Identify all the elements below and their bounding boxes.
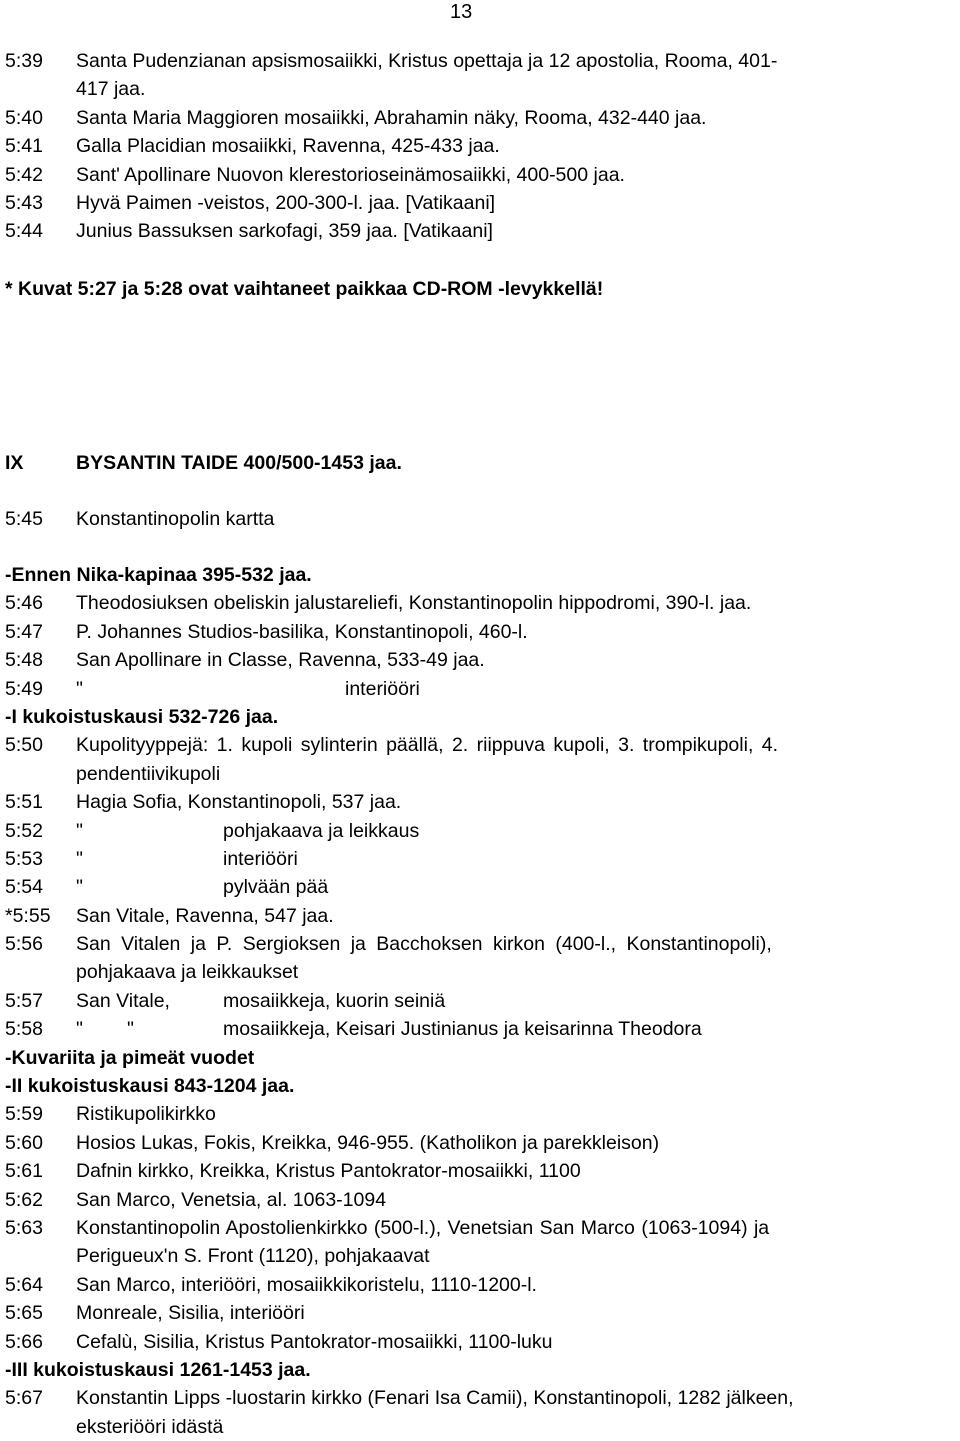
item-number: 5:40 [5, 106, 43, 129]
item-text: San Vitale, [76, 989, 170, 1012]
item-text: Ristikupolikirkko [76, 1103, 216, 1126]
item-text: pohjakaava ja leikkaus [223, 819, 420, 842]
note: * Kuvat 5:27 ja 5:28 ovat vaihtaneet paikkaa CD-ROM -levykkellä! [5, 278, 604, 300]
item-text: San Apollinare in Classe, Ravenna, 533-49 jaa. [76, 649, 485, 672]
item-number: 5:53 [5, 847, 43, 870]
list-item [5, 161, 958, 189]
list-item [5, 217, 958, 245]
list-item [5, 817, 958, 845]
item-text: Konstantinopolin kartta [76, 508, 275, 530]
list-item [5, 505, 958, 533]
list-item [5, 132, 958, 160]
item-text-continued: Perigueux'n S. Front (1120), pohjakaavat [76, 1245, 430, 1268]
item-text: interiööri [345, 677, 420, 700]
item-number: *5:55 [5, 904, 51, 927]
item-text: Konstantin Lipps -luostarin kirkko (Fenari Isa Camii), Konstantinopoli, 1282 jälkeen, [76, 1387, 794, 1410]
item-text: P. Johannes Studios-basilika, Konstantinopoli, 460-l. [76, 620, 528, 643]
item-number: 5:46 [5, 592, 43, 615]
item-text: Santa Maria Maggioren mosaiikki, Abrahamin näky, Rooma, 432-440 jaa. [76, 106, 707, 129]
list-item-continuation [5, 75, 958, 103]
item-text: San Marco, interiööri, mosaiikkikoristelu, 1110-1200-l. [76, 1273, 537, 1296]
item-text: San Vitale, Ravenna, 547 jaa. [76, 904, 334, 927]
list-item [5, 902, 958, 930]
item-number: 5:60 [5, 1131, 43, 1154]
list-item-continuation [5, 958, 958, 986]
item-text: Cefalù, Sisilia, Kristus Pantokrator-mosaiikki, 1100-luku [76, 1330, 553, 1353]
item-text-continued: pohjakaava ja leikkaukset [76, 961, 299, 984]
list-item [5, 1384, 958, 1412]
list-item [5, 1299, 958, 1327]
item-text-continued: 417 jaa. [76, 78, 146, 101]
item-number: 5:58 [5, 1018, 43, 1041]
item-number: 5:64 [5, 1273, 43, 1296]
ditto-mark: " [76, 677, 83, 700]
item-number: 5:67 [5, 1387, 43, 1410]
chapter-title: BYSANTIN TAIDE 400/500-1453 jaa. [76, 452, 402, 474]
section-heading: -Ennen Nika-kapinaa 395-532 jaa. [5, 564, 312, 586]
item-number: 5:41 [5, 135, 43, 158]
item-text: pylvään pää [223, 876, 329, 899]
ditto-mark: " [127, 1018, 134, 1041]
item-text: Junius Bassuksen sarkofagi, 359 jaa. [Vatikaani] [76, 220, 493, 243]
item-text: Kupolityyppejä: 1. kupoli sylinterin päällä, 2. riippuva kupoli, 3. trompikupoli, 4. [76, 734, 779, 757]
list-item [5, 189, 958, 217]
item-number: 5:57 [5, 989, 43, 1012]
list-item [5, 1214, 958, 1242]
list-item-continuation [5, 760, 958, 788]
item-number: 5:47 [5, 620, 43, 643]
item-text: Hagia Sofia, Konstantinopoli, 537 jaa. [76, 791, 402, 814]
list-item [5, 47, 958, 75]
list-item [5, 1129, 958, 1157]
list-item [5, 1271, 958, 1299]
top-list [5, 47, 958, 246]
item-number: 5:42 [5, 163, 43, 186]
item-number: 5:56 [5, 933, 43, 956]
main-list [5, 561, 958, 1441]
item-text: Theodosiuksen obeliskin jalustareliefi, Konstantinopolin hippodromi, 390-l. jaa. [76, 592, 752, 615]
item-number: 5:65 [5, 1302, 43, 1325]
item-text: Dafnin kirkko, Kreikka, Kristus Pantokrator-mosaiikki, 1100 [76, 1160, 581, 1183]
item-text: interiööri [223, 847, 298, 870]
item-text: Sant' Apollinare Nuovon klerestorioseinämosaiikki, 400-500 jaa. [76, 163, 625, 186]
item-number: 5:61 [5, 1160, 43, 1183]
list-item [5, 731, 958, 759]
list-item [5, 930, 958, 958]
item-number: 5:59 [5, 1103, 43, 1126]
item-number: 5:49 [5, 677, 43, 700]
item-text: San Marco, Venetsia, al. 1063-1094 [76, 1188, 387, 1211]
chapter-number: IX [5, 452, 24, 474]
ditto-mark: " [76, 1018, 83, 1041]
list-item [5, 646, 958, 674]
item-number: 5:66 [5, 1330, 43, 1353]
item-number: 5:43 [5, 191, 43, 214]
section-heading: -Kuvariita ja pimeät vuodet [5, 1046, 255, 1069]
item-text: Konstantinopolin Apostolienkirkko (500-l.), Venetsian San Marco (1063-1094) ja [76, 1216, 770, 1239]
list-item [5, 1157, 958, 1185]
section-heading: -I kukoistuskausi 532-726 jaa. [5, 705, 279, 728]
list-item [5, 1015, 958, 1043]
list-item [5, 1328, 958, 1356]
item-text: Hyvä Paimen -veistos, 200-300-l. jaa. [Vatikaani] [76, 191, 496, 214]
section-heading: -II kukoistuskausi 843-1204 jaa. [5, 1075, 295, 1098]
item-text: Santa Pudenzianan apsismosaiikki, Kristus opettaja ja 12 apostolia, Rooma, 401- [76, 50, 778, 72]
list-item [5, 1100, 958, 1128]
item-number: 5:63 [5, 1216, 43, 1239]
item-text-secondary: mosaiikkeja, Keisari Justinianus ja keisarinna Theodora [223, 1018, 702, 1041]
list-item [5, 987, 958, 1015]
list-item [5, 618, 958, 646]
list-item-continuation [5, 1242, 958, 1270]
item-number: 5:48 [5, 649, 43, 672]
chapter-heading [5, 449, 905, 477]
item-text-continued: pendentiivikupoli [76, 762, 221, 785]
item-text: San Vitalen ja P. Sergioksen ja Bacchoksen kirkon (400-l., Konstantinopoli), [76, 933, 772, 956]
list-item [5, 1186, 958, 1214]
list-item [5, 873, 958, 901]
page-number: 13 [450, 1, 473, 23]
item-number: 5:45 [5, 508, 43, 530]
list-item [5, 104, 958, 132]
item-number: 5:51 [5, 791, 43, 814]
item-number: 5:44 [5, 220, 43, 243]
list-item [5, 788, 958, 816]
item-text-secondary: mosaiikkeja, kuorin seiniä [223, 989, 446, 1012]
item-number: 5:39 [5, 50, 43, 72]
list-item [5, 589, 958, 617]
section-heading: -III kukoistuskausi 1261-1453 jaa. [5, 1358, 311, 1381]
list-item [5, 845, 958, 873]
item-number: 5:52 [5, 819, 43, 842]
ditto-mark: " [76, 819, 83, 842]
item-number: 5:54 [5, 876, 43, 899]
ditto-mark: " [76, 847, 83, 870]
item-number: 5:50 [5, 734, 43, 757]
list-item-continuation [5, 1413, 958, 1441]
item-text: Monreale, Sisilia, interiööri [76, 1302, 305, 1325]
item-text: Galla Placidian mosaiikki, Ravenna, 425-433 jaa. [76, 135, 500, 158]
ditto-mark: " [76, 876, 83, 899]
item-545 [5, 505, 958, 533]
item-text-continued: eksteriööri idästä [76, 1415, 224, 1438]
item-number: 5:62 [5, 1188, 43, 1211]
item-text: Hosios Lukas, Fokis, Kreikka, 946-955. (Katholikon ja parekkleison) [76, 1131, 660, 1154]
list-item [5, 675, 958, 703]
